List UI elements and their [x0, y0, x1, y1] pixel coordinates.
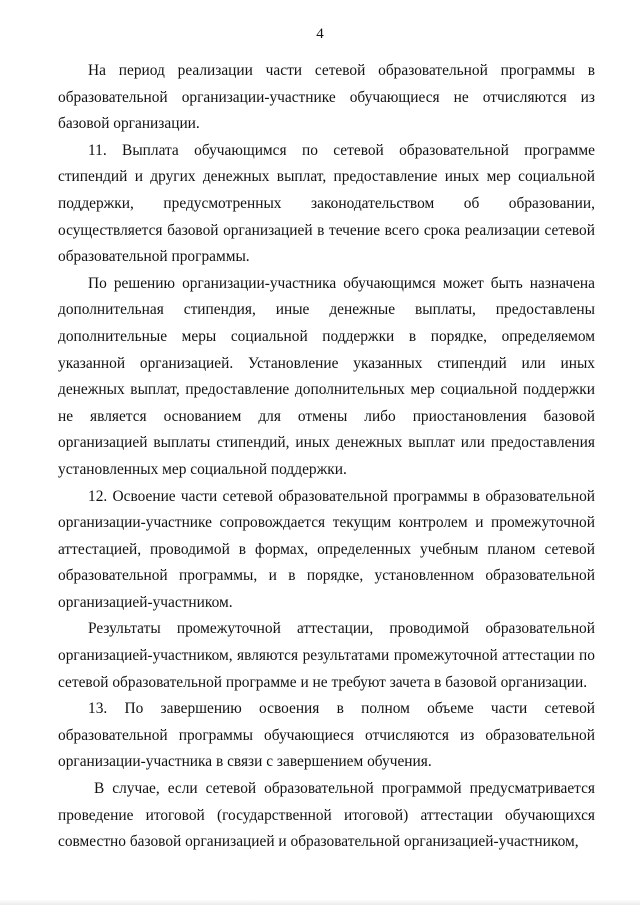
paragraph-assessment-results: Результаты промежуточной аттестации, проводимой образовательной организацией-участником, являются результатами промежуточной аттестации по сетевой образовательной программе и не требуют зачета в базовой организации.: [58, 620, 595, 691]
paragraph-clause-12: 12. Освоение части сетевой образовательной программы в образовательной организации-участнике сопровождается текущим контролем и промежуточной аттестацией, проводимой в формах, определенных учебным планом сетевой образовательной программы, и в порядке, установленном образовательной организацией-участником.: [58, 487, 595, 611]
paragraph-final-attestation: В случае, если сетевой образовательной программой предусматривается проведение итоговой (государственной итоговой) аттестации обучающихся совместно базовой организацией и образовательной организацией-участником,: [58, 780, 595, 851]
paragraph-clause-11: 11. Выплата обучающимся по сетевой образовательной программе стипендий и других денежных выплат, предоставление иных мер социальной поддержки, предусмотренных законодательством об образовании, осуществляется базовой организацией в течение всего срока реализации сетевой образовательной программы.: [58, 141, 595, 266]
document-body: [58, 58, 595, 856]
paragraph-clause-13: 13. По завершению освоения в полном объеме части сетевой образовательной программы обучающиеся отчисляются из образовательной организации-участника в связи с завершением обучения.: [58, 700, 595, 771]
paragraph-additional-stipend: По решению организации-участника обучающимся может быть назначена дополнительная стипендия, иные денежные выплаты, предоставлены дополнительные меры социальной поддержки в порядке, определяемом указанной организацией. Установление указанных стипендий или иных денежных выплат, предоставление дополнительных мер социальной поддержки не является основанием для отмены либо приостановления базовой организацией выплаты стипендий, иных денежных выплат или предоставления установленных мер социальной поддержки.: [58, 274, 595, 478]
paragraph-period-of-study: На период реализации части сетевой образовательной программы в образовательной организации-участнике обучающиеся не отчисляются из базовой организации.: [58, 62, 595, 133]
page-number: 4: [316, 26, 324, 42]
scan-edge-shadow: [0, 899, 640, 905]
